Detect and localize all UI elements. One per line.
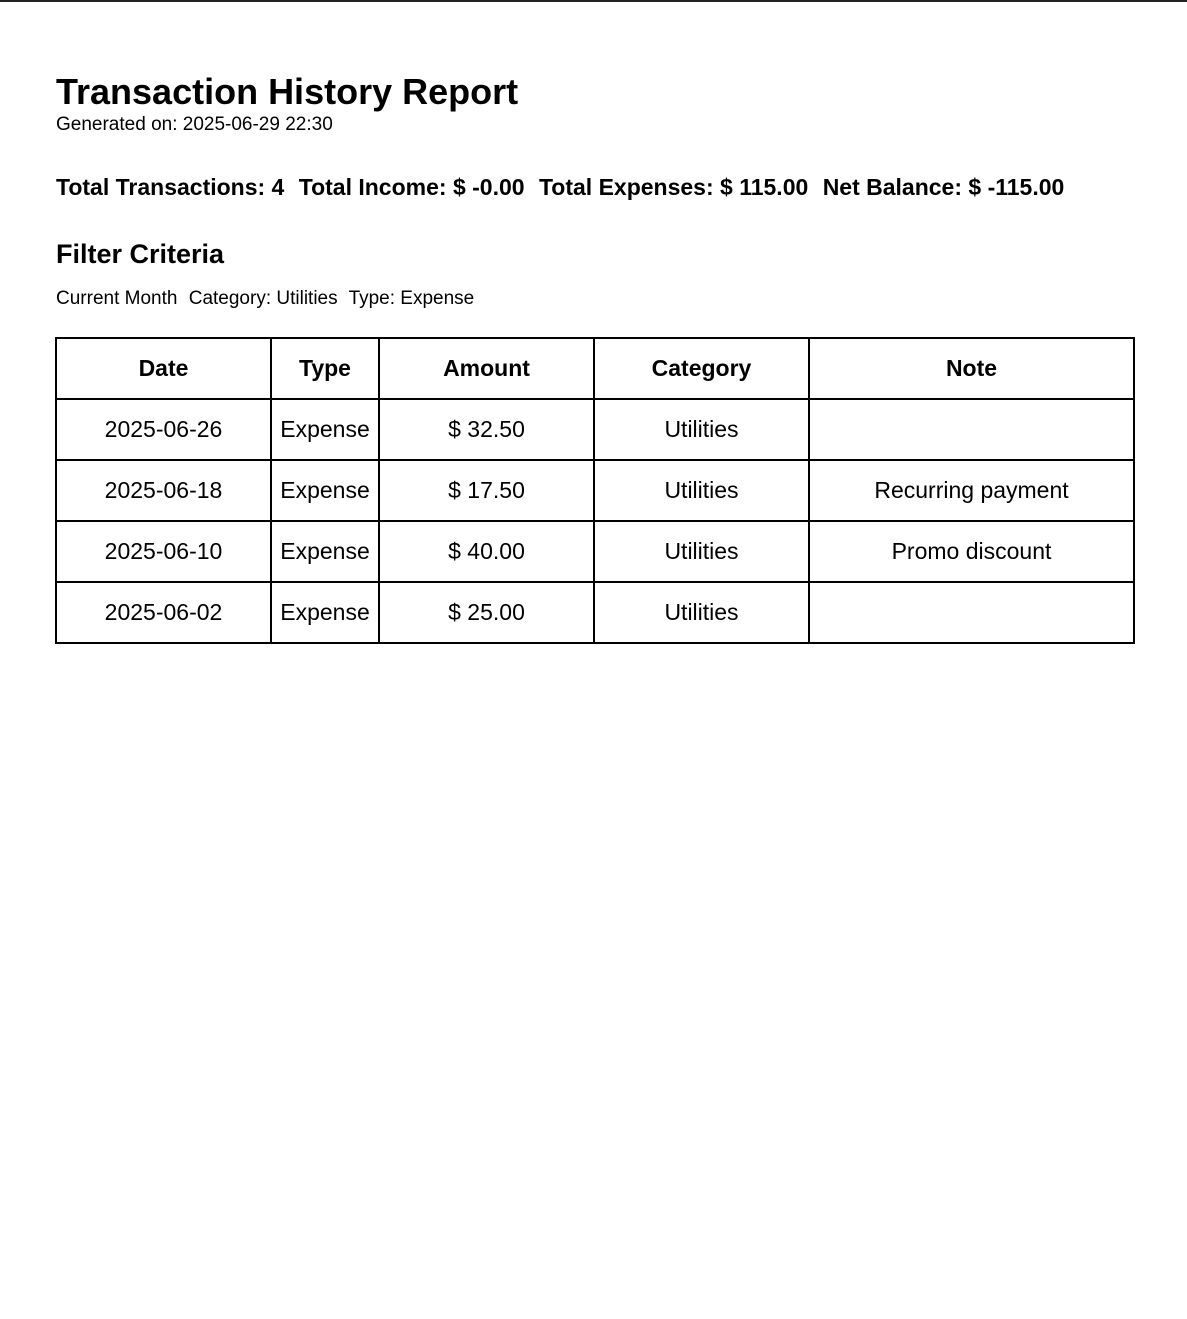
column-header-note: Note bbox=[809, 338, 1134, 399]
column-header-date: Date bbox=[56, 338, 271, 399]
column-header-amount: Amount bbox=[379, 338, 594, 399]
cell-note: Promo discount bbox=[809, 521, 1134, 582]
filter-criteria-heading: Filter Criteria bbox=[56, 239, 225, 269]
cell-type: Expense bbox=[271, 521, 379, 582]
cell-date: 2025-06-26 bbox=[56, 399, 271, 460]
table-row bbox=[56, 521, 1134, 582]
table-row bbox=[56, 399, 1134, 460]
cell-category: Utilities bbox=[594, 521, 809, 582]
summary-total-transactions: Total Transactions: 4 bbox=[56, 174, 285, 200]
cell-type: Expense bbox=[271, 399, 379, 460]
column-header-category: Category bbox=[594, 338, 809, 399]
generated-timestamp: Generated on: 2025-06-29 22:30 bbox=[56, 114, 333, 135]
summary-total-expenses: Total Expenses: $ 115.00 bbox=[538, 174, 809, 200]
cell-category: Utilities bbox=[594, 460, 809, 521]
cell-amount: $ 40.00 bbox=[379, 521, 594, 582]
table-header-row bbox=[56, 338, 1134, 399]
cell-note bbox=[809, 582, 1134, 643]
filter-period: Current Month bbox=[56, 288, 178, 309]
filter-category: Category: Utilities bbox=[188, 288, 338, 309]
cell-type: Expense bbox=[271, 582, 379, 643]
cell-date: 2025-06-10 bbox=[56, 521, 271, 582]
report-title: Transaction History Report bbox=[56, 71, 519, 112]
cell-amount: $ 32.50 bbox=[379, 399, 594, 460]
filter-criteria bbox=[56, 287, 480, 311]
table-row bbox=[56, 460, 1134, 521]
transactions-table bbox=[55, 337, 1135, 644]
summary-net-balance: Net Balance: $ -115.00 bbox=[822, 174, 1065, 200]
cell-note bbox=[809, 399, 1134, 460]
cell-category: Utilities bbox=[594, 399, 809, 460]
cell-note: Recurring payment bbox=[809, 460, 1134, 521]
column-header-type: Type bbox=[271, 338, 379, 399]
top-divider bbox=[0, 0, 1187, 2]
summary-bar bbox=[56, 172, 1072, 202]
table-row bbox=[56, 582, 1134, 643]
cell-amount: $ 17.50 bbox=[379, 460, 594, 521]
cell-amount: $ 25.00 bbox=[379, 582, 594, 643]
filter-type: Type: Expense bbox=[348, 288, 475, 309]
cell-type: Expense bbox=[271, 460, 379, 521]
summary-total-income: Total Income: $ -0.00 bbox=[298, 174, 525, 200]
cell-category: Utilities bbox=[594, 582, 809, 643]
cell-date: 2025-06-02 bbox=[56, 582, 271, 643]
cell-date: 2025-06-18 bbox=[56, 460, 271, 521]
